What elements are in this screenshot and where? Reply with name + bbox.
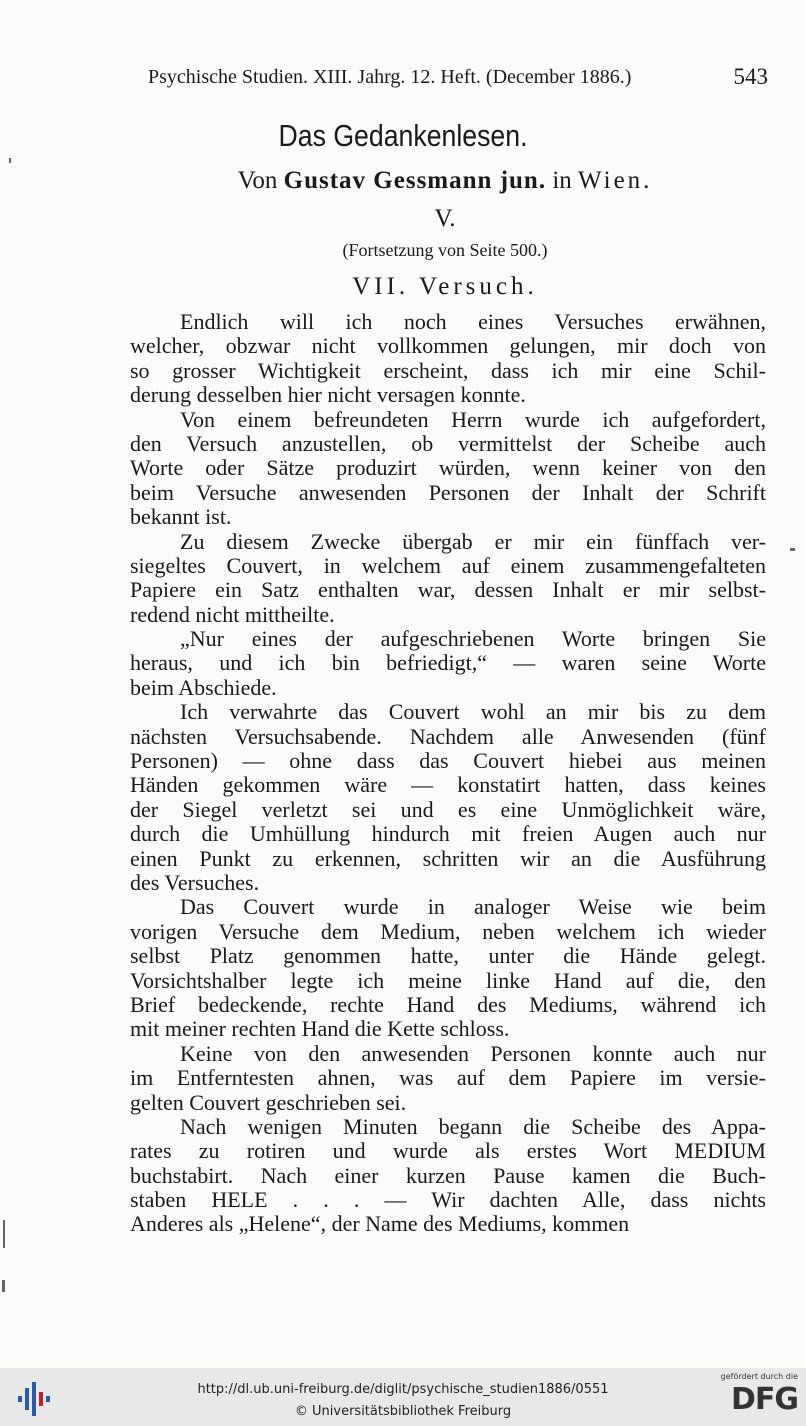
byline-place-prefix: in <box>552 167 572 194</box>
margin-mark <box>790 548 795 551</box>
article-title: Das Gedankenlesen. <box>278 118 528 153</box>
byline <box>0 167 806 195</box>
running-head <box>148 66 768 89</box>
text-line: Keine von den anwesenden Personen konnte auch nur <box>180 1040 766 1066</box>
byline-prefix: Von <box>237 167 278 194</box>
text-line: den Versuch anzustellen, ob vermittelst der Scheibe auch <box>130 430 766 456</box>
text-line: Endlich will ich noch eines Versuches erwähnen, <box>180 309 766 334</box>
footer-url-link[interactable]: http://dl.ub.uni-freiburg.de/diglit/psychische_studien1886/0551 <box>197 1382 609 1397</box>
text-line: selbst Platz genommen hatte, unter die Hände gelegt. <box>130 943 766 969</box>
text-line: Personen) — ohne dass das Couvert hiebei aus meinen <box>130 748 766 774</box>
text-line: rates zu rotiren und wurde als erstes Wort MEDIUM <box>130 1138 766 1164</box>
text-line: Das Couvert wurde in analoger Weise wie beim <box>180 894 766 920</box>
dfg-mark: DFG <box>730 1382 798 1417</box>
text-line: derung desselben hier nicht versagen konnte. <box>130 382 526 408</box>
text-line: welcher, obzwar nicht vollkommen gelungen, mir doch von <box>130 333 766 359</box>
text-line: vorigen Versuche dem Medium, neben welchem ich wieder <box>130 918 766 944</box>
text-line: buchstabirt. Nach einer kurzen Pause kamen die Buch- <box>130 1162 766 1188</box>
text-line: Papiere ein Satz enthalten war, dessen Inhalt er mir selbst- <box>130 577 766 603</box>
text-line: bekannt ist. <box>130 504 232 530</box>
text-line: Brief bedeckende, rechte Hand des Mediums, während ich <box>130 991 766 1017</box>
text-line: so grosser Wichtigkeit erscheint, dass ich mir eine Schil- <box>130 357 766 383</box>
text-line: mit meiner rechten Hand die Kette schloss. <box>130 1016 510 1042</box>
text-line: Zu diesem Zwecke übergab er mir ein fünffach ver- <box>180 528 766 554</box>
text-line: des Versuches. <box>130 869 260 895</box>
dfg-logo <box>708 1372 798 1422</box>
text-line: beim Abschiede. <box>130 674 277 700</box>
text-line: Händen gekommen wäre — konstatirt hatten, dass keines <box>130 772 766 798</box>
text-line: durch die Umhüllung hindurch mit freien Augen auch nur <box>130 821 766 847</box>
text-line: heraus, und ich bin befriedigt,“ — waren seine Worte <box>130 650 766 676</box>
dfg-label: gefördert durch die <box>720 1372 798 1381</box>
footer-bar <box>0 1368 806 1426</box>
text-line: „Nur eines der aufgeschriebenen Worte bringen Sie <box>180 626 766 652</box>
text-line: gelten Couvert geschrieben sei. <box>130 1089 407 1115</box>
text-line: Von einem befreundeten Herrn wurde ich aufgefordert, <box>180 406 766 432</box>
continuation-note: (Fortsetzung von Seite 500.) <box>342 240 548 260</box>
page-number: 543 <box>733 64 768 89</box>
byline-place: Wien. <box>578 167 653 194</box>
section-heading: VII. Versuch. <box>352 273 538 300</box>
text-line: redend nicht mittheilte. <box>130 601 335 627</box>
text-line: Worte oder Sätze produzirt würden, wenn keiner von den <box>130 455 766 481</box>
text-line: siegeltes Couvert, in welchem auf einem zusammengefalteten <box>130 552 766 578</box>
text-line: Nach wenigen Minuten begann die Scheibe des Appa- <box>180 1113 766 1139</box>
text-line: beim Versuche anwesenden Personen der Inhalt der Schrift <box>130 479 766 505</box>
text-line: Anderes als „Helene“, der Name des Mediums, kommen <box>130 1211 630 1237</box>
margin-mark <box>3 1220 5 1248</box>
part-number: V. <box>434 205 456 232</box>
text-line: nächsten Versuchsabende. Nachdem alle Anwesenden (fünf <box>130 723 766 749</box>
text-line: staben HELE . . . — Wir dachten Alle, dass nichts <box>130 1187 766 1213</box>
text-line: Vorsichtshalber legte ich meine linke Hand auf die, den <box>130 967 766 993</box>
article-body <box>130 310 766 1237</box>
text-line: der Siegel verletzt sei und es eine Unmöglichkeit wäre, <box>130 796 766 822</box>
margin-mark <box>9 158 11 163</box>
text-line: im Entferntesten ahnen, was auf dem Papiere im versie- <box>130 1065 766 1091</box>
journal-header: Psychische Studien. XIII. Jahrg. 12. Heft. (December 1886.) <box>148 66 632 88</box>
footer-copyright: © Universitätsbibliothek Freiburg <box>294 1404 512 1419</box>
author-name: Gustav Gessmann jun. <box>283 167 547 194</box>
margin-mark <box>2 1280 5 1292</box>
text-line: einen Punkt zu erkennen, schritten wir an die Ausführung <box>130 845 766 871</box>
text-line: Ich verwahrte das Couvert wohl an mir bis zu dem <box>180 699 766 725</box>
